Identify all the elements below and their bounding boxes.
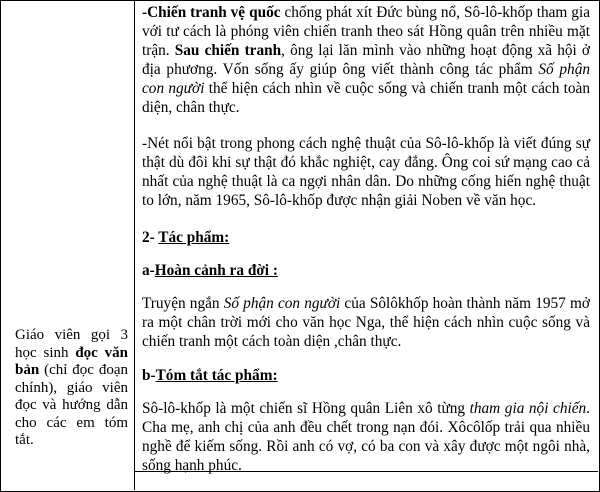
text-war-1: chống phát xít Đức bùng nổ, Sô-lô-khốp tham gia với tư cách là phóng viên chiến tranh theo sát Hồng quân trên nhiều mặt trận. — [142, 4, 590, 59]
heading-tom-tat-text: Tóm tắt tác phẩm: — [155, 367, 278, 384]
bold-after-war: Sau chiến tranh — [174, 42, 282, 59]
text-context-2: của Sôlôkhốp hoàn thành năm 1957 mở ra một chân trời mới cho văn học Nga, thể hiện cách nhìn cuộc sống và chiến tranh một cách toàn diện ,chân thực. — [142, 295, 590, 350]
paragraph-war — [142, 3, 590, 117]
heading-hoan-canh-text: Hoàn cảnh ra đời : — [154, 262, 278, 279]
left-text-2: (chỉ đọc đoạn chính), giáo viên đọc và hướng dẫn cho các em tóm tắt. — [15, 362, 128, 448]
content-cell — [142, 0, 590, 475]
bold-war: -Chiến tranh vệ quốc — [142, 4, 281, 21]
teacher-activity-cell — [15, 327, 128, 450]
left-text-1: Giáo viên gọi 3 học sinh — [15, 327, 128, 361]
heading-tac-pham-text: Tác phẩm: — [158, 229, 230, 246]
heading-tom-tat — [142, 366, 590, 385]
heading-hoan-canh — [142, 261, 590, 280]
paragraph-style: -Nét nổi bật trong phong cách nghệ thuật của Sô-lô-khốp là viết đúng sự thật dù đôi khi sự thật đó khắc nghiệt, cay đắng. Ông coi sứ mạng cao cả nhất của nghệ thuật là ca ngợi nhân dân. Do những cống hiến nghệ thuật to lớn, năm 1965, Sô-lô-khốp được nhận giải Noben về văn học. — [142, 135, 590, 209]
italic-civil-war: tham gia nội chiến — [469, 400, 587, 417]
text-summary-1: Sô-lô-khốp là một chiến sĩ Hồng quân Liên xô từng — [142, 400, 470, 417]
column-divider — [134, 0, 135, 490]
text-summary-2: . Cha mẹ, anh chị của anh đều chết trong nạn đói. Xôcôlốp trải qua nhiều nghề để kiếm sống. Rồi anh có vợ, có ba con và xây được một ngôi nhà, sống hạnh phúc. — [142, 400, 590, 474]
italic-title-2: Số phận con người — [223, 295, 341, 312]
heading-tom-tat-num: b- — [142, 367, 156, 384]
paragraph-summary — [142, 399, 590, 475]
text-war-2: , ông lại lăn mình vào những hoạt động xã hội ở địa phương. Vốn sống ấy giúp ông viết thành công tác phẩm — [142, 42, 591, 78]
italic-title: Số phận con người — [142, 61, 590, 97]
text-war-3: thể hiện cách nhìn về cuộc sống và chiến tranh một cách toàn diện, chân thực. — [142, 80, 590, 116]
heading-hoan-canh-num: a- — [142, 262, 155, 279]
text-context-1: Truyện ngắn — [142, 295, 224, 312]
heading-tac-pham — [142, 228, 590, 247]
paragraph-context — [142, 294, 590, 351]
heading-tac-pham-num: 2- — [142, 229, 159, 246]
left-text-bold: đọc văn bản — [15, 344, 128, 378]
